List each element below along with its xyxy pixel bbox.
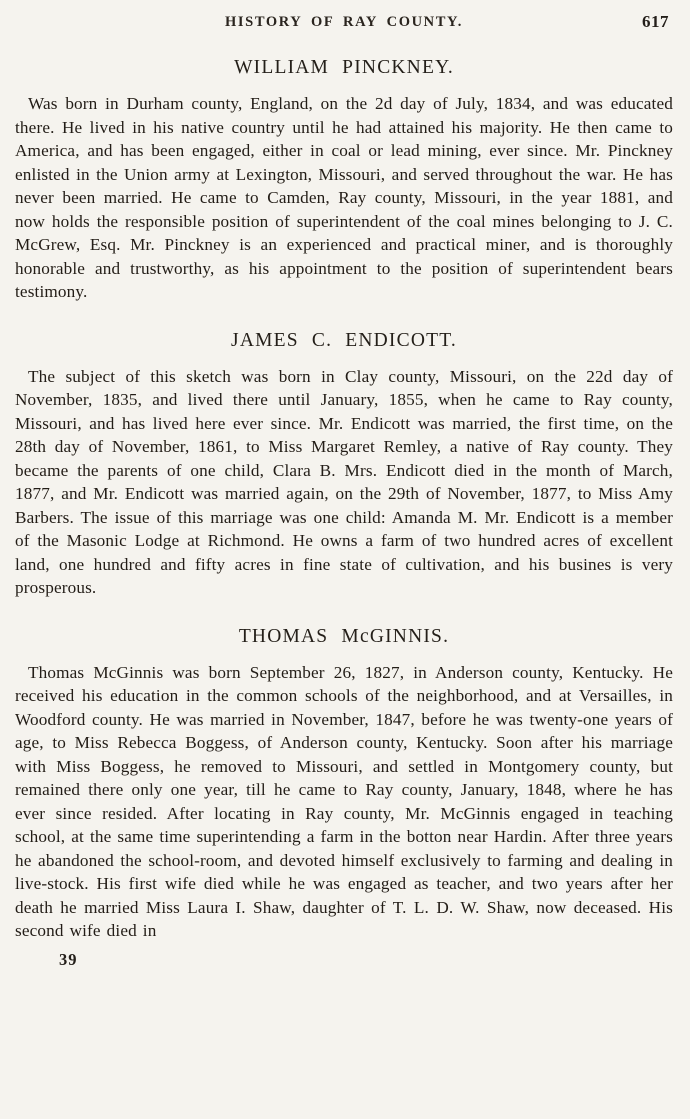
section-heading-william-pinckney: WILLIAM PINCKNEY. [234,57,454,78]
section-paragraph-james-c-endicott: The subject of this sketch was born in Clay county, Missouri, on the 22d day of November, 1835, and lived there until January, 1855, when he came to Ray county, Missouri, and has lived here ever since. Mr. Endicott was married, the first time, on the 28th day of November, 1861, to Miss Margaret Remley, a native of Ray county. They became the parents of one child, Clara B. Mrs. Endicott died in the month of March, 1877, and Mr. Endicott was married again, on the 29th of November, 1877, to Miss Amy Barbers. The issue of this marriage was one child: Amanda M. Mr. Endicott is a member of the Masonic Lodge at Richmond. He owns a farm of two hundred acres of excellent land, one hundred and fifty acres in fine state of cultivation, and his busines is very prosperous. [15,366,673,597]
page-number: 617 [642,12,669,31]
signature-mark: 39 [59,949,78,969]
page-header [15,13,673,35]
section-paragraph-william-pinckney: Was born in Durham county, England, on the 2d day of July, 1834, and was educated there. He lived in his native country until he had attained his majority. He then came to America, and has been engaged, either in coal or lead mining, ever since. Mr. Pinckney enlisted in the Union army at Lexington, Missouri, and served throughout the war. He has never been married. He came to Camden, Ray county, Missouri, in the year 1881, and now holds the responsible position of superintendent of the coal mines belonging to J. C. McGrew, Esq. Mr. Pinckney is an experienced and practical miner, and is thoroughly honorable and trustworthy, as his appointment to the position of superintendent bears testimony. [15,94,673,301]
section-paragraph-thomas-mcginnis: Thomas McGinnis was born September 26, 1827, in Anderson county, Kentucky. He received his education in the common schools of the neighborhood, and at Versailles, in Woodford county. He was married in November, 1847, before he was twenty-one years of age, to Miss Rebecca Boggess, of Anderson county, Kentucky. Soon after his marriage with Miss Boggess, he removed to Missouri, and settled in Montgomery county, but remained there only one year, till he came to Ray county, January, 1848, where he has ever since resided. After locating in Ray county, Mr. McGinnis engaged in teaching school, at the same time superintending a farm in the botton near Hardin. After three years he abandoned the school-room, and devoted himself exclusively to farming and dealing in live-stock. His first wife died while he was engaged as teacher, and two years after her death he married Miss Laura I. Shaw, daughter of T. L. D. W. Shaw, now deceased. His second wife died in [15,662,673,940]
running-head-title: HISTORY OF RAY COUNTY. [225,14,463,30]
section-heading-james-c-endicott: JAMES C. ENDICOTT. [231,329,457,351]
section-heading-thomas-mcginnis: THOMAS McGINNIS. [238,625,450,647]
